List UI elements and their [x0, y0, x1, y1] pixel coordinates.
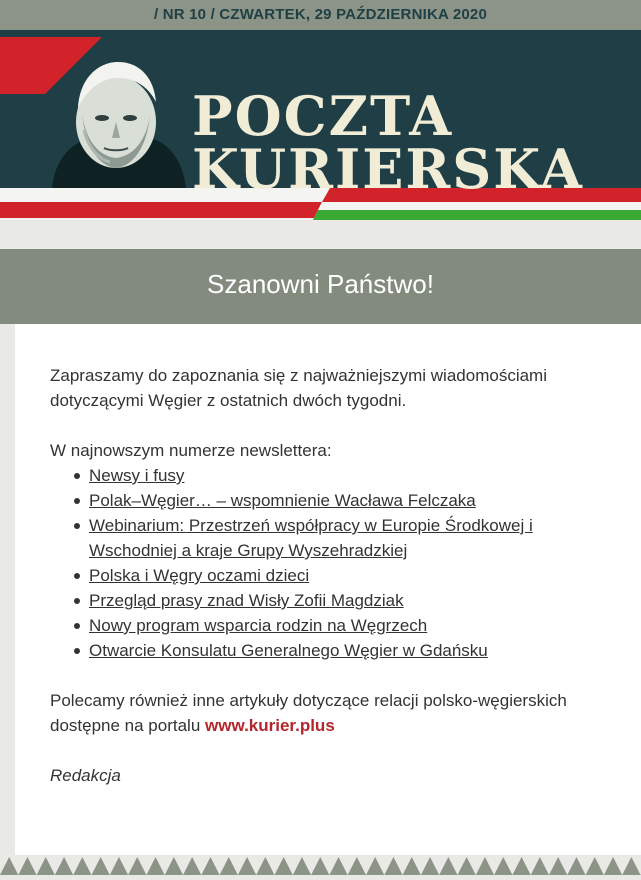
list-item	[89, 488, 610, 513]
article-link-dzieci[interactable]: Polska i Węgry oczami dzieci	[89, 566, 309, 585]
title-line-2: KURIERSKA	[192, 143, 584, 196]
masthead-title	[192, 90, 584, 196]
zigzag-triangle	[476, 857, 494, 875]
article-list	[50, 463, 610, 663]
zigzag-triangle	[293, 857, 311, 875]
zigzag-triangle	[55, 857, 73, 875]
zigzag-triangle	[458, 857, 476, 875]
zigzag-triangle	[512, 857, 530, 875]
signature: Redakcja	[50, 763, 610, 788]
zigzag-triangle	[238, 857, 256, 875]
zigzag-triangle	[329, 857, 347, 875]
zigzag-border	[0, 855, 641, 875]
zigzag-triangle	[165, 857, 183, 875]
title-line-1: POCZTA	[192, 90, 584, 143]
masthead-banner	[0, 30, 641, 220]
zigzag-triangle	[311, 857, 329, 875]
article-link-felczak[interactable]: Polak–Węgier… – wspomnienie Wacława Felczaka	[89, 491, 476, 510]
article-link-przeglad-prasy[interactable]: Przegląd prasy znad Wisły Zofii Magdziak	[89, 591, 404, 610]
greeting-heading: Szanowni Państwo!	[0, 267, 641, 301]
zigzag-triangle	[37, 857, 55, 875]
list-item	[89, 588, 610, 613]
list-heading: W najnowszym numerze newslettera:	[50, 438, 610, 463]
zigzag-triangle	[146, 857, 164, 875]
zigzag-triangle	[110, 857, 128, 875]
zigzag-triangle	[549, 857, 567, 875]
newsletter-body	[50, 363, 610, 788]
zigzag-triangle	[366, 857, 384, 875]
article-link-webinarium[interactable]: Webinarium: Przestrzeń współpracy w Europie Środkowej i Wschodniej a kraje Grupy Wyszehradzkiej	[89, 516, 533, 560]
zigzag-triangle	[403, 857, 421, 875]
list-item	[89, 463, 610, 488]
zigzag-triangle	[256, 857, 274, 875]
zigzag-triangle	[92, 857, 110, 875]
list-item	[89, 638, 610, 663]
article-link-newsy[interactable]: Newsy i fusy	[89, 466, 184, 485]
zigzag-triangle	[586, 857, 604, 875]
recommend-text: Polecamy również inne artykuły dotyczące relacji polsko-węgierskich dostępne na portalu	[50, 691, 567, 735]
zigzag-triangle	[220, 857, 238, 875]
zigzag-triangle	[0, 857, 18, 875]
zigzag-triangle	[421, 857, 439, 875]
zigzag-triangle	[275, 857, 293, 875]
list-item	[89, 613, 610, 638]
recommend-paragraph	[50, 688, 610, 738]
zigzag-triangle	[73, 857, 91, 875]
article-link-konsulat[interactable]: Otwarcie Konsulatu Generalnego Węgier w Gdańsku	[89, 641, 488, 660]
zigzag-triangle	[439, 857, 457, 875]
zigzag-triangle	[494, 857, 512, 875]
zigzag-triangle	[128, 857, 146, 875]
portal-link[interactable]: www.kurier.plus	[205, 716, 335, 735]
zigzag-triangle	[622, 857, 640, 875]
zigzag-triangle	[183, 857, 201, 875]
intro-paragraph: Zapraszamy do zapoznania się z najważniejszymi wiadomościami dotyczącymi Węgier z ostatnich dwóch tygodni.	[50, 363, 610, 413]
zigzag-triangle	[384, 857, 402, 875]
issue-date-bar	[0, 0, 641, 30]
zigzag-triangle	[567, 857, 585, 875]
list-item	[89, 563, 610, 588]
zigzag-triangle	[348, 857, 366, 875]
zigzag-triangle	[604, 857, 622, 875]
issue-line: / NR 10 / CZWARTEK, 29 PAŹDZIERNIKA 2020	[154, 6, 487, 23]
list-item	[89, 513, 610, 563]
zigzag-triangle	[201, 857, 219, 875]
zigzag-triangle	[531, 857, 549, 875]
zigzag-triangle	[18, 857, 36, 875]
article-link-program-wsparcia[interactable]: Nowy program wsparcia rodzin na Węgrzech	[89, 616, 427, 635]
zigzag-footer	[0, 855, 641, 875]
